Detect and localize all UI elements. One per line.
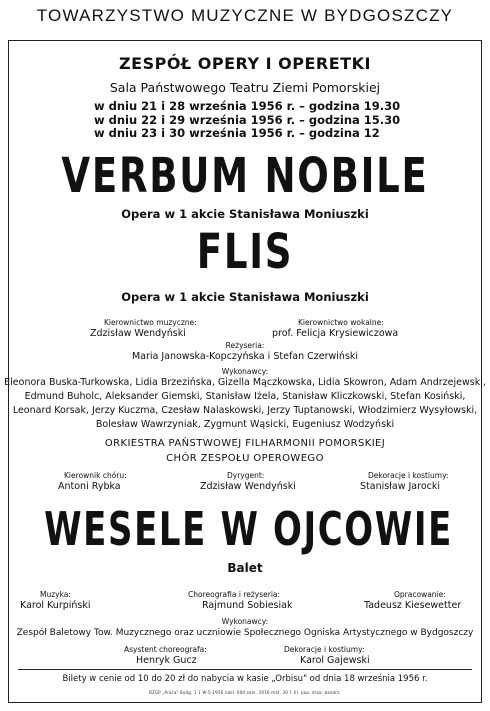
orchestra-name: ORKIESTRA PAŃSTWOWEJ FILHARMONII POMORSKIEJ	[104, 438, 386, 449]
music-director-label: Kierownictwo muzyczne:	[104, 318, 197, 327]
organization-name: TOWARZYSTWO MUZYCZNE W BYDGOSZCZY	[36, 6, 454, 25]
ballet-decor-label: Dekoracje i kostiumy:	[284, 645, 365, 654]
ballet-title: WESELE W OJCOWIE	[44, 502, 453, 556]
performers-label: Wykonawcy:	[221, 367, 269, 376]
decor-label: Dekoracje i kostiumy:	[368, 471, 449, 480]
direction-label: Reżyseria:	[225, 341, 265, 350]
conductor-label: Dyrygent:	[227, 471, 265, 480]
footer-divider	[18, 669, 472, 670]
ballet-performers-label: Wykonawcy:	[221, 617, 269, 626]
ballet-subtitle: Balet	[227, 561, 263, 575]
work-subtitle: Opera w 1 akcie Stanisława Moniuszki	[121, 290, 369, 304]
performers-line: Edmund Buholc, Aleksander Giemski, Stanisław Iżela, Stanisław Kliczkowski, Stefan Kosiński,	[24, 391, 466, 402]
choir-master: Antoni Rybka	[58, 481, 121, 492]
work-title-flis: FLIS	[196, 224, 294, 280]
music: Karol Kurpiński	[20, 600, 91, 611]
assistant: Henryk Gucz	[136, 655, 197, 666]
conductor: Zdzisław Wendyński	[200, 481, 296, 492]
ensemble-name: ZESPÓŁ OPERY I OPERETKI	[119, 54, 371, 73]
direction: Maria Janowska-Kopczyńska i Stefan Czerwiński	[131, 351, 359, 362]
arrangement: Tadeusz Kiesewetter	[364, 600, 462, 611]
choreography-label: Choreografia i reżyseria:	[188, 590, 281, 599]
performers-line: Eleonora Buska-Turkowska, Lidia Brzezińska, Gizella Mączkowska, Lidia Skowron, Adam Andrzejewski,	[4, 377, 486, 388]
vocal-director-label: Kierownictwo wokalne:	[298, 318, 384, 327]
choir-name: CHÓR ZESPOŁU OPEROWEGO	[166, 453, 324, 464]
decor: Stanisław Jarocki	[360, 481, 440, 492]
vocal-director: prof. Felicja Krysiewiczowa	[272, 328, 399, 339]
ballet-decor: Karol Gajewski	[300, 655, 370, 666]
choir-master-label: Kierownik chóru:	[64, 471, 127, 480]
print-note: BZGP „Prasa" Bydg. 1 1 W-5-1956 nakł. 600 zam. 2016 mat. 30 f. III. pap. druk. bezdrz.	[149, 690, 341, 695]
choreography: Rajmund Sobiesiak	[202, 600, 293, 611]
arrangement-label: Opracowanie:	[394, 590, 446, 599]
work-subtitle: Opera w 1 akcie Stanisława Moniuszki	[121, 207, 369, 221]
performance-dates	[94, 99, 414, 140]
date-line: w dniu 23 i 30 września 1956 r. – godzina 12	[94, 126, 380, 140]
work-title-verbum-nobile: VERBUM NOBILE	[61, 148, 429, 204]
music-director: Zdzisław Wendyński	[90, 328, 186, 339]
date-line: w dniu 21 i 28 września 1956 r. – godzina 19.30	[94, 99, 401, 113]
ballet-performers: Zespół Baletowy Tow. Muzycznego oraz uczniowie Społecznego Ogniska Artystycznego w Bydgoszczy	[16, 628, 474, 638]
music-label: Muzyka:	[40, 590, 71, 599]
date-line: w dniu 22 i 29 września 1956 r. – godzina 15.30	[94, 112, 401, 127]
venue: Sala Państwowego Teatru Ziemi Pomorskiej	[109, 80, 381, 95]
performers-line: Leonard Korsak, Jerzy Kuczma, Czesław Nalaskowski, Jerzy Tuptanowski, Włodzimierz Wysyłowski,	[12, 405, 478, 416]
performers-line: Bolesław Wawrzyniak, Zygmunt Wąsicki, Eugeniusz Wodzyński	[95, 419, 395, 430]
assistant-label: Asystent choreografa:	[124, 645, 207, 654]
ticket-info: Bilety w cenie od 10 do 20 zł do nabycia w kasie „Orbisu" od dnia 18 września 1956 r.	[62, 674, 428, 684]
